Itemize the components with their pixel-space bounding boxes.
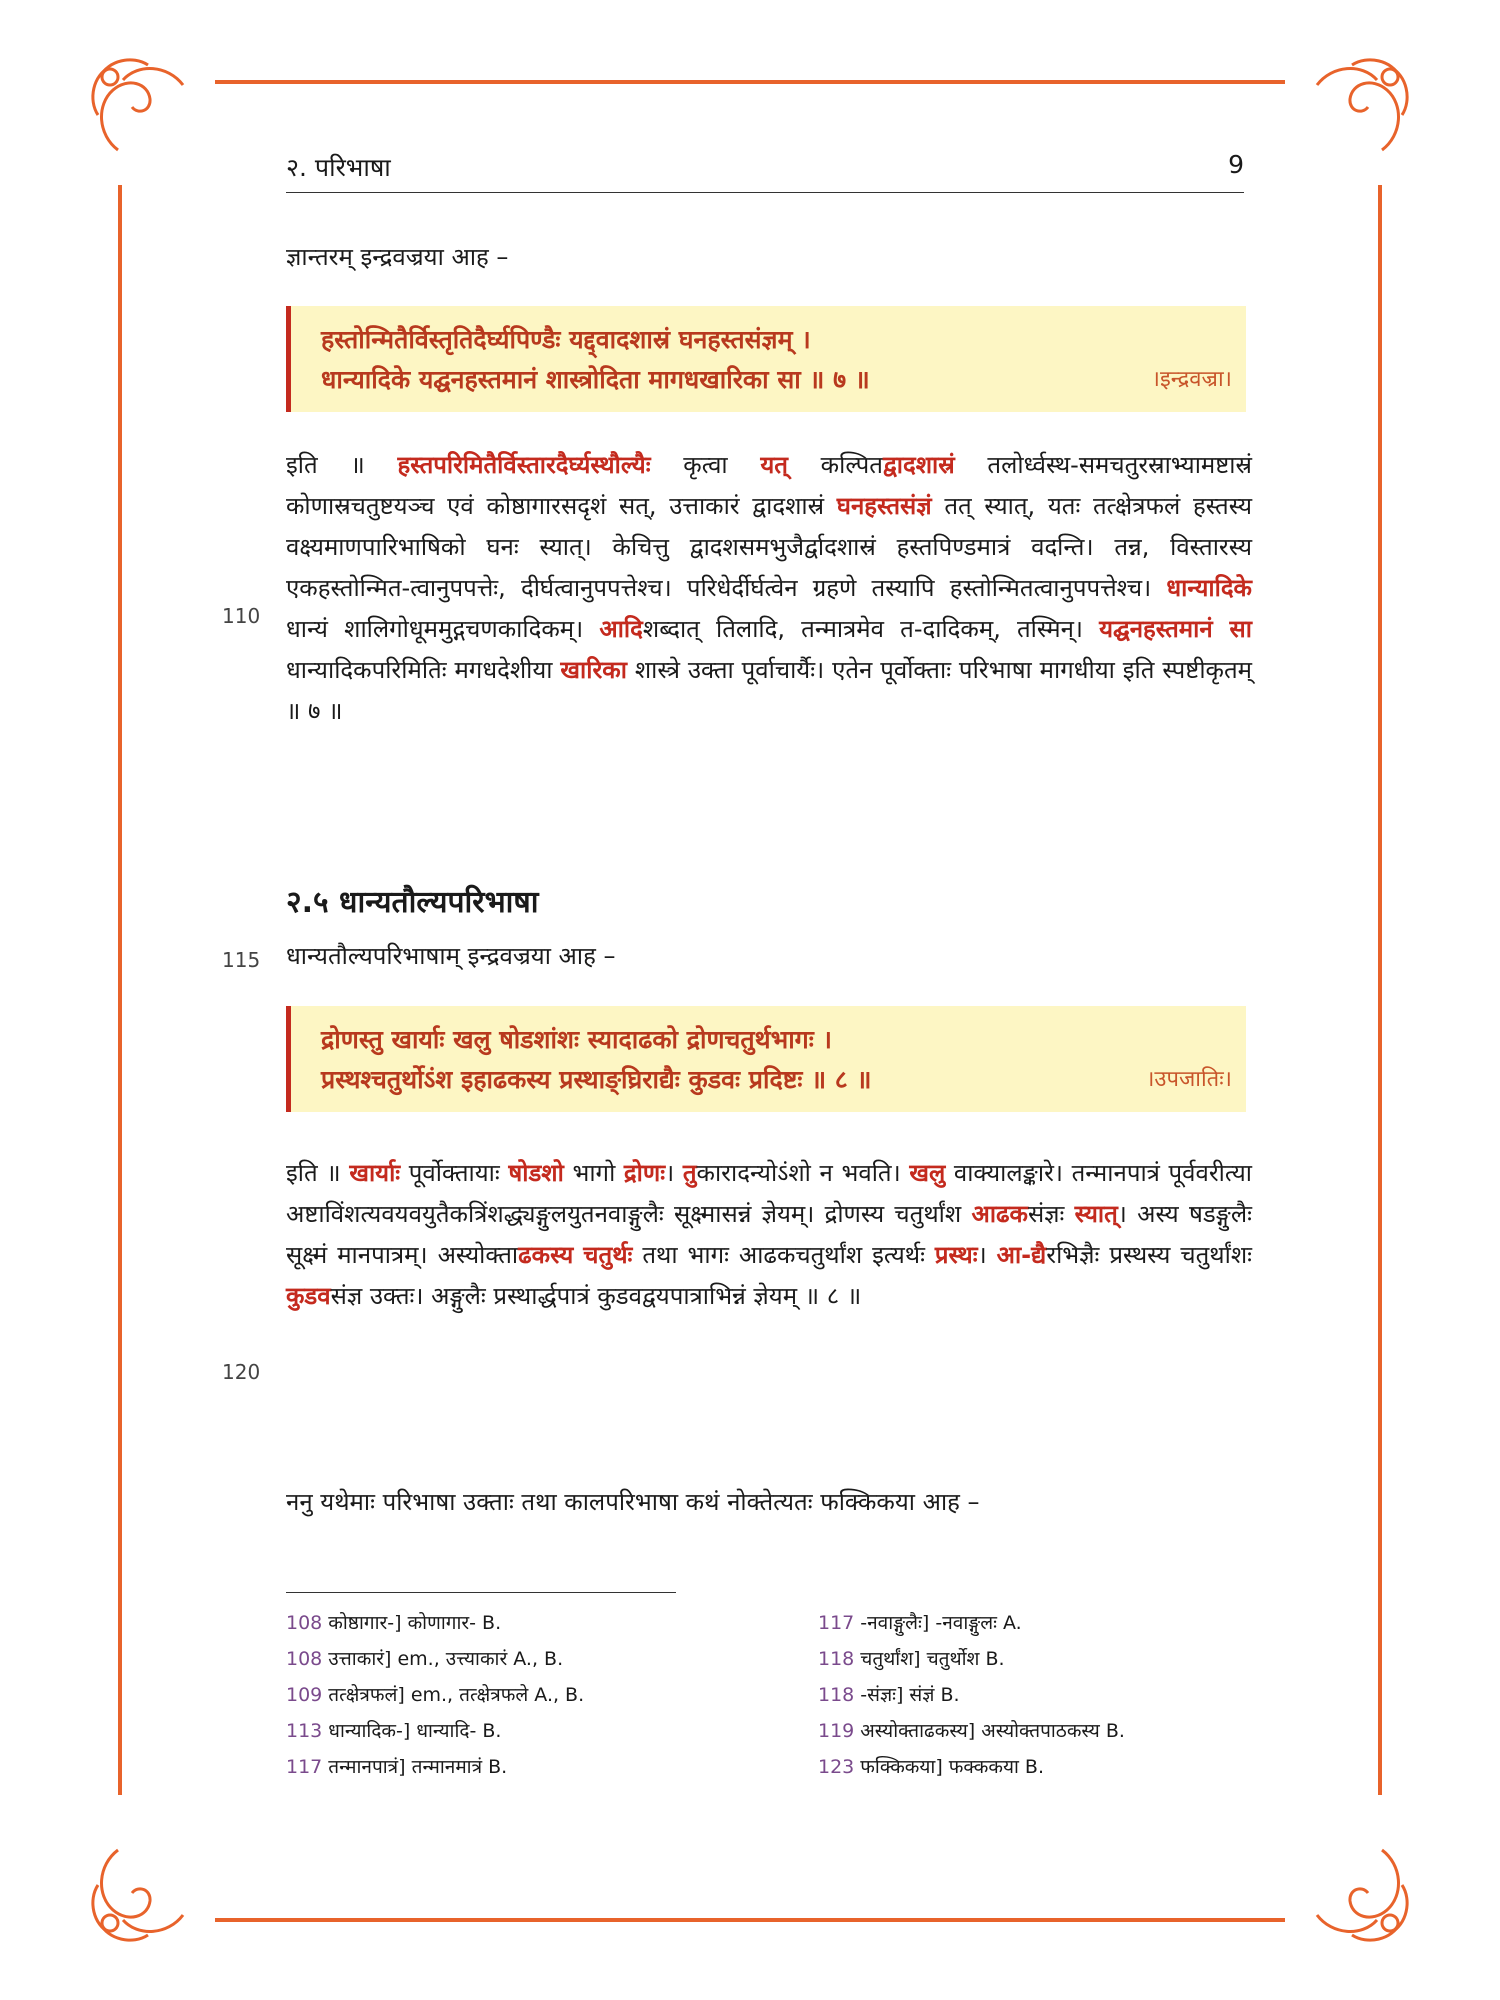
- footnote-line-number: 123: [818, 1756, 855, 1778]
- text-run: इति ॥: [286, 451, 398, 479]
- meter-label: ।उपजातिः।: [1146, 1067, 1232, 1092]
- commentary-7: [286, 445, 1252, 732]
- text-run: इति ॥: [286, 1159, 350, 1187]
- verse-line: धान्यादिके यद्घनहस्तमानं शास्त्रोदिता मागधखारिका सा ॥ ७ ॥: [321, 365, 870, 394]
- lemma: आदि: [599, 615, 643, 643]
- footnote-entry: [286, 1749, 584, 1785]
- footnote-text: कोष्ठागार-] कोणागार- B.: [328, 1612, 502, 1634]
- commentary-8: [286, 1153, 1252, 1317]
- text-run: तथा भागः आढकचतुर्थांश इत्यर्थः: [632, 1241, 935, 1269]
- footnote-text: फक्किकया] फक्ककया B.: [860, 1756, 1045, 1778]
- corner-ornament-icon: [88, 1845, 188, 1945]
- footnote-entry: [818, 1605, 1125, 1641]
- section-heading: २.५ धान्यतौल्यपरिभाषा: [286, 885, 539, 920]
- verse-box-8: [286, 1006, 1246, 1112]
- page-header: [286, 150, 1244, 193]
- lemma: खार्याः: [349, 1159, 401, 1187]
- intro-text-2: धान्यतौल्यपरिभाषाम् इन्द्रवज्रया आह –: [286, 942, 616, 970]
- text-run: धान्यादिकपरिमितिः मगधदेशीया: [286, 656, 561, 684]
- lemma: घनहस्तसंज्ञं: [836, 492, 932, 520]
- footnote-text: उत्ताकारं] em., उत्त्याकारं A., B.: [328, 1648, 564, 1670]
- text-run: कल्पित: [787, 451, 883, 479]
- footnotes-left: [286, 1605, 584, 1785]
- lemma: खलु: [909, 1159, 946, 1187]
- verse-line: प्रस्थश्चतुर्थोऽंश इहाढकस्य प्रस्थाङ्घ्रिराद्यैः कुडवः प्रदिष्टः ॥ ८ ॥: [321, 1065, 872, 1094]
- text-run: तलोर्ध्वस्थ-समचतुरस्राभ्यामष्टास्रं कोणास्रचतुष्टयञ्च एवं कोष्ठागारसदृशं सत्, उत्ताकारं द्वादशास्रं: [286, 451, 1252, 520]
- lemma: यद्घनहस्तमानं सा: [1099, 615, 1253, 643]
- lemma: कुडव: [286, 1282, 331, 1310]
- text-run: कृत्वा: [650, 451, 761, 479]
- lemma: तु: [682, 1159, 697, 1187]
- lemma: हस्तपरिमितैर्विस्तारदैर्घ्यस्थौल्यैः: [397, 451, 651, 479]
- footnote-entry: [818, 1641, 1125, 1677]
- text-run: भागो: [563, 1159, 624, 1187]
- text-run: [573, 1241, 583, 1269]
- footnote-text: चतुर्थांश] चतुर्थोश B.: [860, 1648, 1005, 1670]
- lemma: खारिका: [560, 656, 627, 684]
- text-run: तत् स्यात्, यतः तत्क्षेत्रफलं हस्तस्य वक्ष्यमाणपारिभाषिको घनः स्यात्। केचित्तु द्वादशसमभुजैर्द्वादशास्रं हस्तपिण्डमात्रं वदन्ति। तन्न, विस्तारस्य एकहस्तोन्मित-त्वानुपपत्तेः, दीर्घत्वानुपपत्तेश्च। परिधेर्दीर्घत्वेन ग्रहणे तस्यापि हस्तोन्मितत्वानुपपत्तेश्च।: [286, 492, 1252, 602]
- footnote-entry: [818, 1713, 1125, 1749]
- frame-bottom: [215, 1918, 1285, 1922]
- text-run: शब्दात् तिलादि, तन्मात्रमेव त-दादिकम्, तस्मिन्।: [642, 615, 1100, 643]
- lemma: द्रोणः: [623, 1159, 666, 1187]
- text-run: ।: [977, 1241, 997, 1269]
- footnote-text: -नवाङ्गुलैः] -नवाङ्गुलः A.: [860, 1612, 1022, 1634]
- lemma: द्वादशास्रं: [882, 451, 955, 479]
- footnote-text: अस्योक्ताढकस्य] अस्योक्तपाठकस्य B.: [860, 1720, 1125, 1742]
- footnote-entry: [286, 1713, 584, 1749]
- page-number: 9: [1228, 150, 1244, 179]
- text-run: रभिज्ञैः प्रस्थस्य चतुर्थांशः: [1046, 1241, 1253, 1269]
- verse-line-with-meter: [321, 360, 1232, 400]
- verse-line-with-meter: [321, 1060, 1232, 1100]
- lemma: आ-द्यै: [996, 1241, 1047, 1269]
- line-number: 115: [222, 948, 261, 972]
- verse-line: द्रोणस्तु खार्याः खलु षोडशांशः स्यादाढको द्रोणचतुर्थभागः ।: [321, 1025, 832, 1054]
- lemma: आढक: [971, 1200, 1028, 1228]
- footnote-text: -संज्ञः] संज्ञं B.: [860, 1684, 960, 1706]
- intro-text-1: ज्ञान्तरम् इन्द्रवज्रया आह –: [286, 243, 509, 271]
- footnote-line-number: 108: [286, 1648, 323, 1670]
- text-run: शास्त्रे उक्ता पूर्वाचार्यैः। एतेन पूर्वोक्ताः परिभाषा मागधीया इति स्पष्टीकृतम् ॥ ७ ॥: [286, 656, 1253, 725]
- text-run: । अस्य षडङ्गुलैः सूक्ष्मं मानपात्रम्। अस्योक्ता: [286, 1200, 1252, 1269]
- footnote-line-number: 118: [818, 1684, 855, 1706]
- footnote-line-number: 113: [286, 1720, 323, 1742]
- corner-ornament-icon: [1312, 55, 1412, 155]
- footnote-entry: [286, 1605, 584, 1641]
- footnote-text: धान्यादिक-] धान्यादि- B.: [328, 1720, 502, 1742]
- footnote-line-number: 108: [286, 1612, 323, 1634]
- chapter-title: २. परिभाषा: [286, 153, 391, 182]
- text-run: पूर्वोक्तायाः: [400, 1159, 509, 1187]
- lemma: यत्: [760, 451, 788, 479]
- corner-ornament-icon: [88, 55, 188, 155]
- text-run: ।: [665, 1159, 683, 1187]
- footnote-line-number: 118: [818, 1648, 855, 1670]
- frame-left: [118, 185, 122, 1795]
- frame-top: [215, 80, 1285, 84]
- text-run: कारादन्योऽंशो न भवति।: [696, 1159, 910, 1187]
- text-run: वाक्यालङ्कारे। तन्मानपात्रं पूर्ववरीत्या अष्टाविंशत्यवयवयुतैकत्रिंशद्ध्यङ्गुलयुतनवाङ्गुलैः सूक्ष्मासन्नं ज्ञेयम्। द्रोणस्य चतुर्थांश: [286, 1159, 1252, 1228]
- text-run: धान्यं शालिगोधूममुद्गचणकादिकम्।: [286, 615, 600, 643]
- footnote-rule: [286, 1592, 676, 1593]
- lemma: स्यात्: [1074, 1200, 1118, 1228]
- meter-label: ।इन्द्रवज्रा।: [1151, 367, 1232, 392]
- footnote-line-number: 117: [286, 1756, 323, 1778]
- footnote-entry: [818, 1749, 1125, 1785]
- lemma: ढकस्य: [518, 1241, 574, 1269]
- footnotes-right: [818, 1605, 1125, 1785]
- lemma: प्रस्थः: [934, 1241, 978, 1269]
- footnote-entry: [286, 1641, 584, 1677]
- text-run: संज्ञ उक्तः। अङ्गुलैः प्रस्थार्द्धपात्रं कुडवद्वयपात्राभिन्नं ज्ञेयम् ॥ ८ ॥: [330, 1282, 862, 1310]
- line-number: 120: [222, 1360, 261, 1384]
- verse-line: हस्तोन्मितैर्विस्तृतिदैर्घ्यपिण्डैः यद्द्वादशास्रं घनहस्तसंज्ञम् ।: [321, 325, 811, 354]
- lemma: धान्यादिके: [1166, 574, 1252, 602]
- text-run: संज्ञः: [1027, 1200, 1075, 1228]
- footnote-text: तन्मानपात्रं] तन्मानमात्रं B.: [328, 1756, 508, 1778]
- outro-text: ननु यथेमाः परिभाषा उक्ताः तथा कालपरिभाषा कथं नोक्तेत्यतः फक्किकया आह –: [286, 1488, 980, 1516]
- lemma: षोडशो: [508, 1159, 564, 1187]
- verse-box-7: [286, 306, 1246, 412]
- lemma: चतुर्थः: [583, 1241, 633, 1269]
- frame-right: [1378, 185, 1382, 1795]
- footnote-entry: [818, 1677, 1125, 1713]
- footnote-text: तत्क्षेत्रफलं] em., तत्क्षेत्रफले A., B.: [328, 1684, 585, 1706]
- footnote-line-number: 117: [818, 1612, 855, 1634]
- line-number: 110: [222, 604, 261, 628]
- footnote-line-number: 109: [286, 1684, 323, 1706]
- footnote-entry: [286, 1677, 584, 1713]
- corner-ornament-icon: [1312, 1845, 1412, 1945]
- footnote-line-number: 119: [818, 1720, 855, 1742]
